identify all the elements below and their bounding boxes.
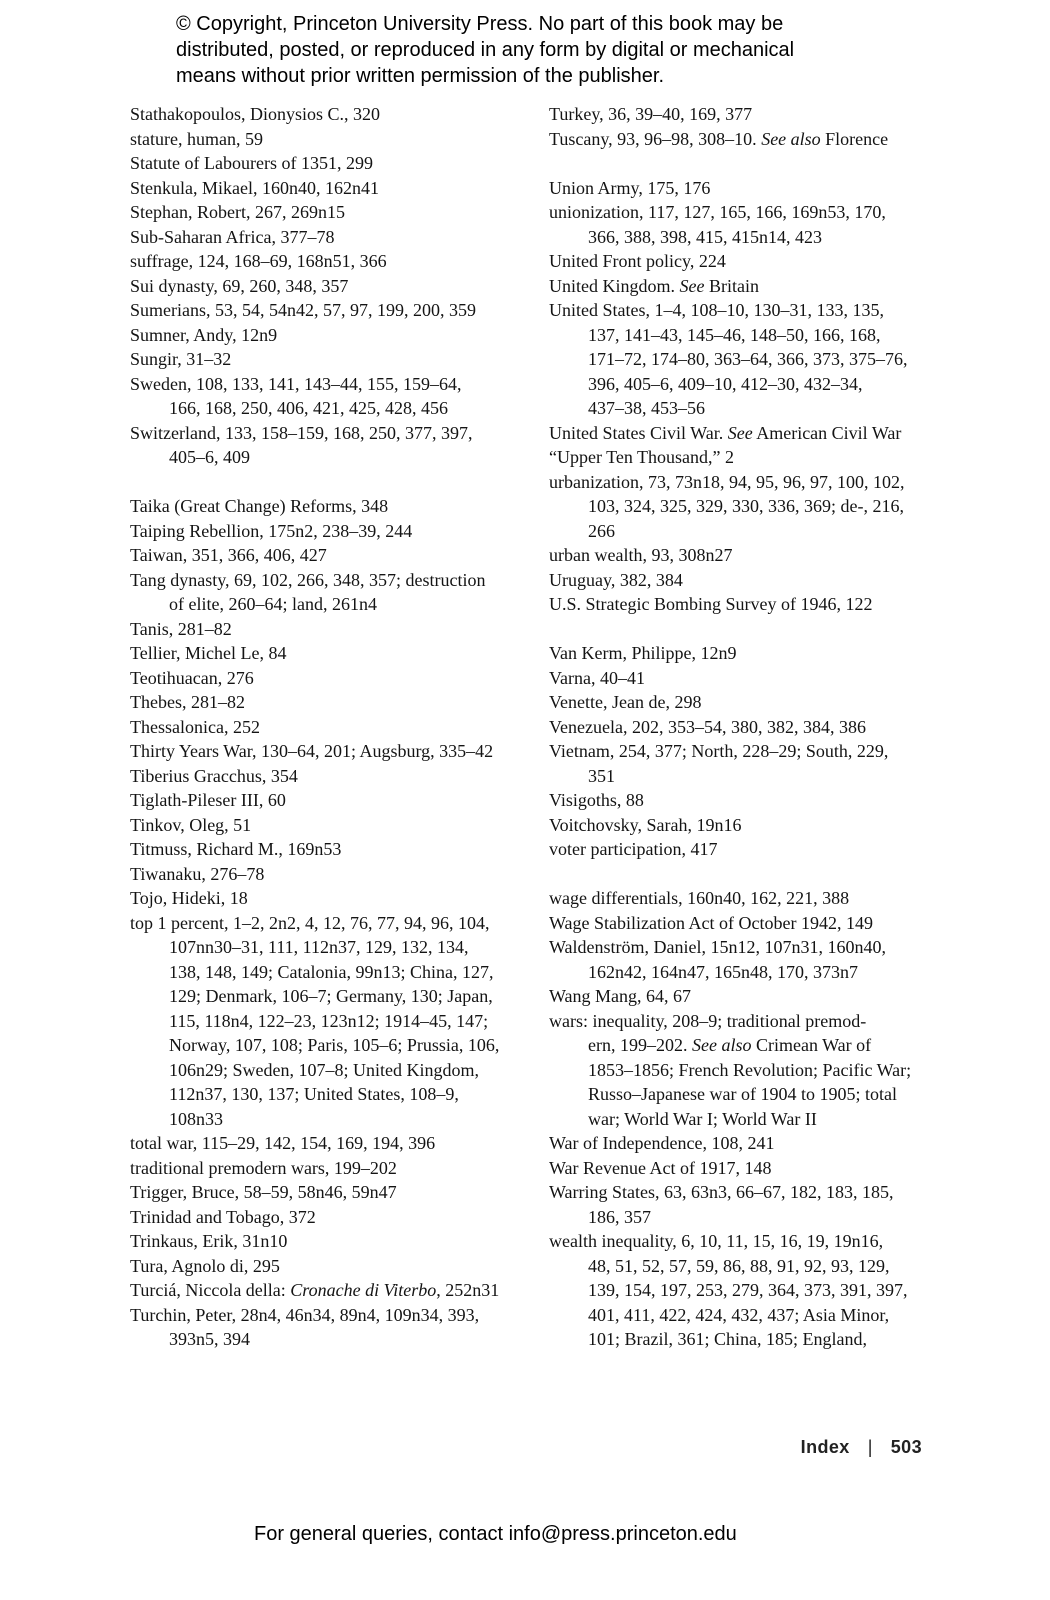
index-entry-continuation-line: 138, 148, 149; Catalonia, 99n13; China, 127, (169, 961, 494, 982)
index-entry-heading-line: stature, human, 59 (130, 128, 263, 149)
running-footer (801, 1436, 922, 1458)
index-letter-group (130, 494, 530, 1352)
index-text: ern, 199–202. (588, 1035, 692, 1055)
index-entry-heading-line: Voitchovsky, Sarah, 19n16 (549, 814, 742, 835)
index-entry-heading-line: United Front policy, 224 (549, 251, 726, 271)
index-entry (130, 372, 530, 421)
index-entry-heading-line (130, 1278, 530, 1303)
contact-line: For general queries, contact info@press.princeton.edu (254, 1523, 737, 1545)
index-entry-continuation-line: 396, 405–6, 409–10, 412–30, 432–34, (588, 373, 863, 394)
index-entry-continuation-line: 1853–1856; French Revolution; Pacific War; (588, 1059, 912, 1080)
index-entry-heading-line: urbanization, 73, 73n18, 94, 95, 96, 97, 100, 102, (549, 471, 905, 492)
index-entry (130, 519, 530, 544)
index-entry (130, 666, 530, 691)
index-entry-heading-line (549, 274, 949, 299)
index-entry (549, 298, 949, 421)
index-entry-heading-line: Stathakopoulos, Dionysios C., 320 (130, 104, 381, 124)
index-entry-heading-line: War Revenue Act of 1917, 148 (549, 1157, 772, 1178)
index-entry (549, 641, 949, 666)
index-entry-heading-line: Thebes, 281–82 (130, 692, 245, 712)
index-entry-continuation-line: war; World War I; World War II (588, 1108, 817, 1129)
index-column-right (549, 102, 949, 1352)
index-entry-heading-line: wage differentials, 160n40, 162, 221, 388 (549, 888, 850, 908)
index-entry-continuation-line: 115, 118n4, 122–23, 123n12; 1914–45, 147; (169, 1010, 489, 1031)
index-text: Florence (820, 128, 889, 149)
index-entry (130, 1205, 530, 1230)
index-entry (130, 813, 530, 838)
page-number: 503 (890, 1437, 922, 1457)
index-entry-continuation-line: 162n42, 164n47, 165n48, 170, 373n7 (588, 961, 858, 982)
index-text: United Kingdom. (549, 275, 680, 296)
index-text: American Civil War (752, 422, 902, 443)
index-entry (130, 911, 530, 1132)
index-entry (549, 249, 949, 274)
cross-reference-cue: See (727, 422, 753, 443)
index-entry-heading-line: Warring States, 63, 63n3, 66–67, 182, 183, 185, (549, 1182, 894, 1202)
index-entry-heading-line: Sub-Saharan Africa, 377–78 (130, 226, 335, 247)
index-entry-heading-line: Thirty Years War, 130–64, 201; Augsburg, 335–42 (130, 741, 494, 761)
work-title: Cronache di Viterbo (290, 1280, 437, 1300)
index-entry (549, 911, 949, 936)
index-entry (130, 715, 530, 740)
index-entry-continuation-line: 405–6, 409 (169, 447, 250, 467)
index-entry (549, 886, 949, 911)
index-entry (549, 445, 949, 470)
index-entry (130, 1180, 530, 1205)
cross-reference-cue: See (679, 275, 705, 296)
index-entry (130, 764, 530, 789)
index-entry-heading-line: Statute of Labourers of 1351, 299 (130, 153, 373, 173)
index-entry-heading-line: Tinkov, Oleg, 51 (130, 814, 252, 835)
index-entry (549, 1009, 949, 1132)
index-entry (130, 274, 530, 299)
index-column-left (130, 102, 530, 1352)
index-entry (549, 715, 949, 740)
index-entry (130, 1303, 530, 1352)
index-entry (549, 1229, 949, 1352)
index-entry (130, 1254, 530, 1279)
index-entry-heading-line: Uruguay, 382, 384 (549, 569, 683, 590)
index-entry (130, 837, 530, 862)
index-entry (549, 592, 949, 617)
copyright-line: means without prior written permission of the publisher. (176, 65, 665, 87)
index-entry-heading-line: Sumner, Andy, 12n9 (130, 324, 278, 345)
index-entry-heading-line: Sumerians, 53, 54, 54n42, 57, 97, 199, 200, 359 (130, 300, 476, 320)
index-text: United States Civil War. (549, 422, 728, 443)
index-entry-continuation-line: 101; Brazil, 361; China, 185; England, (588, 1329, 867, 1349)
index-letter-group (549, 886, 949, 1352)
index-text: Tuscany, 93, 96–98, 308–10. (549, 128, 762, 149)
index-entry (549, 176, 949, 201)
index-entry-heading-line (549, 421, 949, 446)
index-entry (130, 127, 530, 152)
index-entry-continuation-line: 137, 141–43, 145–46, 148–50, 166, 168, (588, 324, 881, 345)
index-entry-heading-line: top 1 percent, 1–2, 2n2, 4, 12, 76, 77, 94, 96, 104, (130, 912, 490, 933)
index-entry (130, 641, 530, 666)
index-entry-heading-line: Tura, Agnolo di, 295 (130, 1255, 280, 1276)
index-entry-continuation-line: 48, 51, 52, 57, 59, 86, 88, 91, 92, 93, 129, (588, 1255, 890, 1276)
index-entry (130, 249, 530, 274)
index-entry-heading-line: United States, 1–4, 108–10, 130–31, 133, 135, (549, 300, 884, 320)
index-entry-heading-line: Tellier, Michel Le, 84 (130, 643, 287, 663)
index-entry-heading-line: Tiwanaku, 276–78 (130, 863, 265, 884)
index-entry-continuation-line: 139, 154, 197, 253, 279, 364, 373, 391, 397, (588, 1280, 908, 1300)
index-entry-heading-line: unionization, 117, 127, 165, 166, 169n53, 170, (549, 202, 886, 222)
index-text: Turciá, Niccola della: (130, 1280, 291, 1300)
index-entry-heading-line: Turkey, 36, 39–40, 169, 377 (549, 104, 753, 124)
index-entry (549, 739, 949, 788)
index-entry-heading-line: Titmuss, Richard M., 169n53 (130, 839, 342, 859)
index-text: , 252n31 (436, 1280, 500, 1300)
index-entry (130, 225, 530, 250)
index-entry-continuation-line: 108n33 (169, 1108, 223, 1129)
copyright-line: distributed, posted, or reproduced in any form by digital or mechanical (176, 39, 795, 61)
index-entry (549, 568, 949, 593)
index-entry-heading-line: Tiglath-Pileser III, 60 (130, 790, 286, 810)
index-letter-group (130, 102, 530, 470)
index-entry-heading-line: Wage Stabilization Act of October 1942, 149 (549, 912, 873, 933)
index-entry-continuation-line: 366, 388, 398, 415, 415n14, 423 (588, 226, 822, 247)
index-entry-heading-line: Venette, Jean de, 298 (549, 692, 702, 712)
index-entry-heading-line: urban wealth, 93, 308n27 (549, 545, 733, 565)
index-entry (130, 739, 530, 764)
index-entry-continuation-line: 437–38, 453–56 (588, 398, 705, 418)
index-entry (130, 568, 530, 617)
index-entry (130, 102, 530, 127)
index-entry-heading-line: Sungir, 31–32 (130, 349, 232, 369)
index-entry-heading-line (549, 127, 949, 152)
index-entry-heading-line: Teotihuacan, 276 (130, 667, 254, 688)
index-entry-heading-line: Tang dynasty, 69, 102, 266, 348, 357; destruction (130, 569, 486, 590)
index-entry-continuation-line: 129; Denmark, 106–7; Germany, 130; Japan, (169, 986, 493, 1006)
index-entry-heading-line: suffrage, 124, 168–69, 168n51, 366 (130, 251, 387, 271)
index-entry-heading-line: Tojo, Hideki, 18 (130, 888, 248, 908)
copyright-line: © Copyright, Princeton University Press. No part of this book may be (176, 13, 784, 35)
index-entry-heading-line: total war, 115–29, 142, 154, 169, 194, 396 (130, 1133, 436, 1153)
index-entry-heading-line: Sui dynasty, 69, 260, 348, 357 (130, 275, 349, 296)
cross-reference-cue: See also (761, 128, 821, 149)
index-entry-heading-line: “Upper Ten Thousand,” 2 (549, 447, 735, 467)
index-entry (549, 984, 949, 1009)
index-entry-continuation-line: 266 (588, 520, 615, 541)
index-entry (549, 788, 949, 813)
index-entry-continuation-line: of elite, 260–64; land, 261n4 (169, 594, 377, 614)
index-entry (549, 421, 949, 446)
index-entry-heading-line: Venezuela, 202, 353–54, 380, 382, 384, 386 (549, 716, 866, 737)
index-entry-continuation-line (549, 1033, 949, 1058)
index-entry (130, 298, 530, 323)
index-entry-heading-line: Trinkaus, Erik, 31n10 (130, 1231, 288, 1251)
index-entry-continuation-line: 106n29; Sweden, 107–8; United Kingdom, (169, 1059, 479, 1080)
index-entry-heading-line: Thessalonica, 252 (130, 716, 260, 737)
index-entry (549, 274, 949, 299)
index-entry-heading-line: Vietnam, 254, 377; North, 228–29; South, 229, (549, 741, 889, 761)
index-entry-heading-line: Union Army, 175, 176 (549, 177, 711, 198)
index-entry (549, 470, 949, 544)
index-entry (130, 323, 530, 348)
index-entry-heading-line: Waldenström, Daniel, 15n12, 107n31, 160n40, (549, 937, 887, 957)
index-entry (549, 690, 949, 715)
index-entry (130, 176, 530, 201)
index-text: Britain (704, 275, 759, 296)
index-entry-continuation-line: 107nn30–31, 111, 112n37, 129, 132, 134, (169, 937, 469, 957)
index-entry-heading-line: Sweden, 108, 133, 141, 143–44, 155, 159–64, (130, 373, 462, 394)
running-head-label: Index (800, 1437, 850, 1457)
index-entry (549, 1180, 949, 1229)
index-entry (549, 1156, 949, 1181)
index-entry (130, 200, 530, 225)
index-entry-heading-line: Taika (Great Change) Reforms, 348 (130, 496, 389, 516)
index-entry-heading-line: Tiberius Gracchus, 354 (130, 765, 298, 786)
index-entry (549, 935, 949, 984)
index-entry-continuation-line: 103, 324, 325, 329, 330, 336, 369; de-, 216, (588, 496, 904, 516)
index-entry-continuation-line: 401, 411, 422, 424, 432, 437; Asia Minor, (588, 1304, 890, 1325)
index-entry-heading-line: Visigoths, 88 (549, 790, 644, 810)
index-entry (130, 1156, 530, 1181)
index-text: Crimean War of (751, 1035, 872, 1055)
index-entry-heading-line: wars: inequality, 208–9; traditional premod- (549, 1010, 867, 1031)
index-entry-heading-line: War of Independence, 108, 241 (549, 1133, 775, 1153)
index-entry-continuation-line: Norway, 107, 108; Paris, 105–6; Prussia, 106, (169, 1035, 500, 1055)
index-entry-heading-line: wealth inequality, 6, 10, 11, 15, 16, 19, 19n16, (549, 1231, 884, 1251)
index-entry (130, 1131, 530, 1156)
index-entry-heading-line: Stenkula, Mikael, 160n40, 162n41 (130, 177, 379, 198)
index-entry-continuation-line: 112n37, 130, 137; United States, 108–9, (169, 1084, 459, 1104)
index-entry-heading-line: Tanis, 281–82 (130, 618, 232, 639)
index-entry-continuation-line: 393n5, 394 (169, 1329, 250, 1349)
index-entry-heading-line: traditional premodern wars, 199–202 (130, 1157, 397, 1178)
index-entry (549, 1131, 949, 1156)
index-entry (130, 494, 530, 519)
copyright-notice (176, 11, 794, 89)
index-entry (130, 788, 530, 813)
index-entry-heading-line: Taiping Rebellion, 175n2, 238–39, 244 (130, 520, 413, 541)
index-entry-heading-line: Taiwan, 351, 366, 406, 427 (130, 545, 327, 565)
running-head-separator: | (867, 1437, 873, 1457)
index-letter-group (549, 641, 949, 862)
index-entry-continuation-line: Russo–Japanese war of 1904 to 1905; total (588, 1084, 897, 1104)
index-entry-continuation-line: 351 (588, 765, 615, 786)
index-entry (130, 1229, 530, 1254)
cross-reference-cue: See also (691, 1035, 752, 1055)
index-entry (130, 690, 530, 715)
index-entry (130, 347, 530, 372)
index-entry (549, 543, 949, 568)
index-entry-continuation-line: 186, 357 (588, 1206, 651, 1227)
index-entry-heading-line: U.S. Strategic Bombing Survey of 1946, 122 (549, 594, 873, 614)
index-entry (130, 151, 530, 176)
index-entry (130, 862, 530, 887)
index-entry-heading-line: Trinidad and Tobago, 372 (130, 1206, 316, 1227)
index-entry-heading-line: Van Kerm, Philippe, 12n9 (549, 643, 737, 663)
index-letter-group (549, 102, 949, 151)
index-entry-heading-line: Trigger, Bruce, 58–59, 58n46, 59n47 (130, 1182, 397, 1202)
index-entry-heading-line: Stephan, Robert, 267, 269n15 (130, 202, 345, 222)
index-entry-heading-line: Varna, 40–41 (549, 667, 645, 688)
index-letter-group (549, 176, 949, 617)
index-entry-heading-line: Turchin, Peter, 28n4, 46n34, 89n4, 109n34, 393, (130, 1304, 480, 1325)
index-entry (549, 666, 949, 691)
index-entry (130, 1278, 530, 1303)
index-entry-continuation-line: 166, 168, 250, 406, 421, 425, 428, 456 (169, 398, 448, 418)
index-entry (130, 543, 530, 568)
index-entry-heading-line: Switzerland, 133, 158–159, 168, 250, 377, 397, (130, 422, 473, 443)
index-entry (549, 127, 949, 152)
index-entry (130, 617, 530, 642)
index-entry (549, 837, 949, 862)
index-entry (130, 421, 530, 470)
index-entry-heading-line: voter participation, 417 (549, 839, 718, 859)
index-entry-continuation-line: 171–72, 174–80, 363–64, 366, 373, 375–76, (588, 349, 908, 369)
index-entry-heading-line: Wang Mang, 64, 67 (549, 986, 692, 1006)
index-entry (549, 200, 949, 249)
index-entry (549, 813, 949, 838)
index-entry (549, 102, 949, 127)
index-entry (130, 886, 530, 911)
